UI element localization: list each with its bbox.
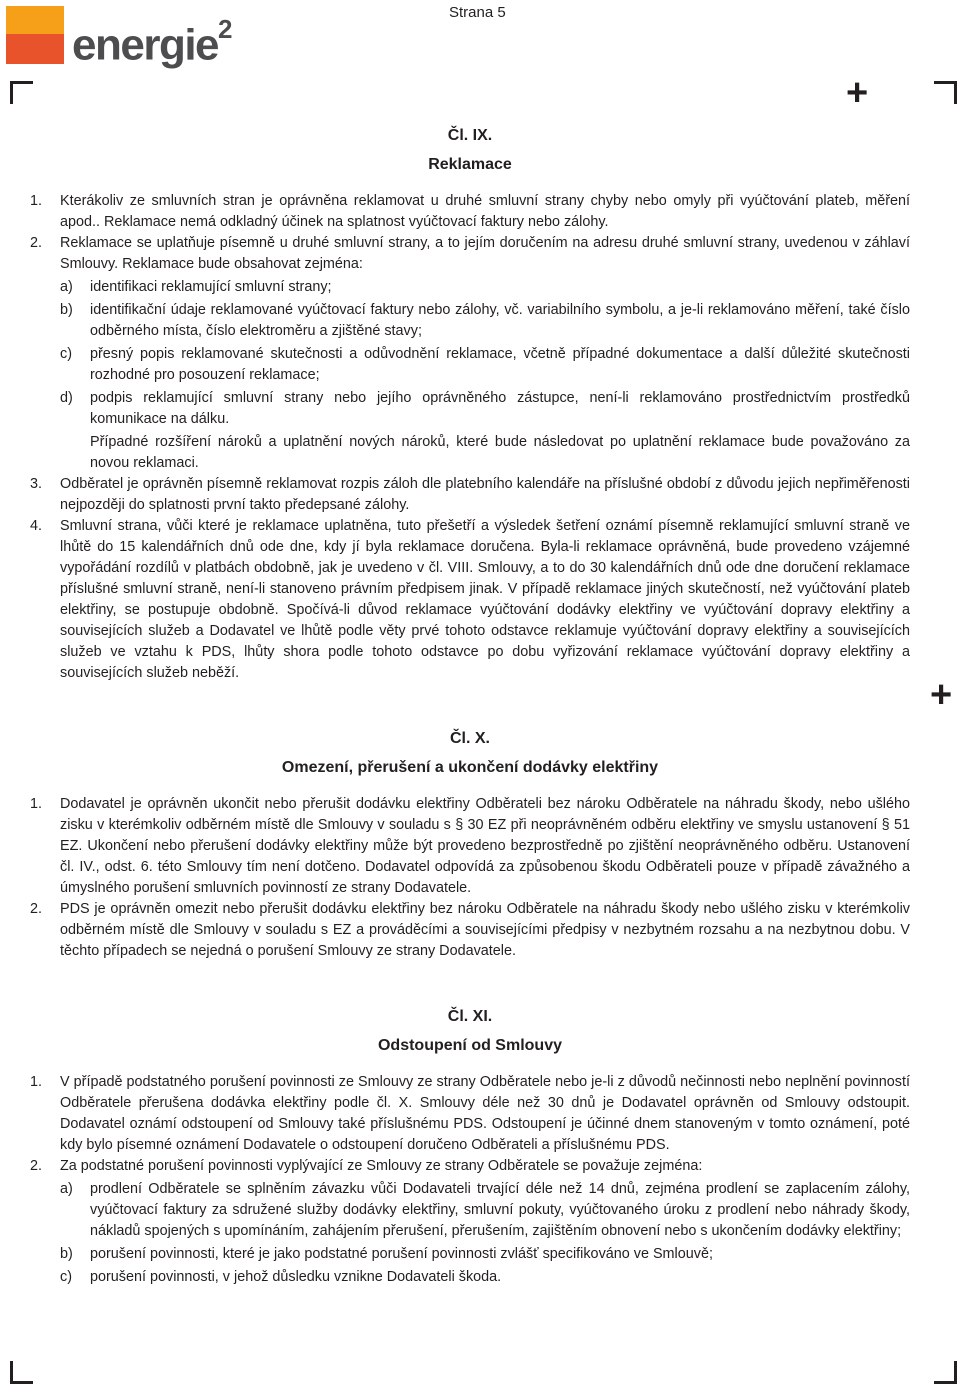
list-item: 2. PDS je oprávněn omezit nebo přerušit dodávku elektřiny bez nároku Odběratele na náhradu škody nebo ušlého zisku v kterémkoliv odběrném místě dle Smlouvy v souladu s EZ a prováděcími a souvisejícími předpisy v nezbytném rozsahu a na nezbytnou dobu. V těchto případech se nejedná o porušení Smlouvy ze strany Dodavatele. bbox=[30, 901, 910, 959]
crop-mark-top-left-icon bbox=[10, 81, 33, 104]
sub-list-item: a) prodlení Odběratele se splněním závazku vůči Dodavateli trvající déle než 14 dnů, zejména prodlení se zaplacením zálohy, vyúčtovací faktury za sdružené služby dodávky elektřiny, smluvní pokuty, vyúčtovaného úroku z prodlení nebo náhrady škody, nákladů spojených s upomínáním, zahájením přerušení, přerušením, zajištěním obnovení nebo s ukončením dodávky elektřiny; bbox=[60, 1181, 910, 1239]
sub-list-item: b) identifikační údaje reklamované vyúčtovací faktury nebo zálohy, vč. variabilního symbolu, a je-li reklamováno měření, také číslo odběrného místa, číslo elektroměru a zjištěné stavy; bbox=[60, 302, 910, 339]
list-item: 1. Dodavatel je oprávněn ukončit nebo přerušit dodávku elektřiny Odběrateli bez nároku Odběratele na náhradu škody, nebo ušlého zisku v kterémkoliv odběrném místě dle Smlouvy v souladu s § 30 EZ při neoprávněném odběru elektřiny ve smyslu ustanovení § 51 EZ. Ukončení nebo přerušení dodávky elektřiny může být provedeno bezprostředně po zjištění neoprávněného odběru. Ustanovení čl. IV., odst. 6. této Smlouvy tím není dotčeno. Dodavatel odpovídá za způsobenou škodu Odběrateli pouze v případě závažného a úmyslného porušení smluvních povinností ze strany Dodavatele. bbox=[30, 796, 910, 896]
list-item: 2. Reklamace se uplatňuje písemně u druhé smluvní strany, a to jejím doručením na adresu druhé smluvní strany, uvedenou v záhlaví Smlouvy. Reklamace bude obsahovat zejména: bbox=[30, 235, 910, 272]
registration-plus-icon: + bbox=[930, 674, 953, 716]
list-item: 2. Za podstatné porušení povinnosti vyplývající ze Smlouvy ze strany Odběratele se považuje zejména: bbox=[30, 1158, 703, 1174]
note-paragraph: Případné rozšíření nároků a uplatnění nových nároků, které bude následovat po uplatnění reklamace bude považováno za novou reklamaci. bbox=[90, 434, 910, 471]
document-body bbox=[30, 115, 910, 1288]
sub-list-item: a) identifikaci reklamující smluvní strany; bbox=[60, 279, 332, 295]
sub-list-item: d) podpis reklamující smluvní strany nebo jejího oprávněného zástupce, není-li reklamováno prostřednictvím prostředků komunikace na dálku. bbox=[60, 390, 910, 427]
article-number: Čl. IX. bbox=[447, 127, 493, 144]
article-number: Čl. XI. bbox=[447, 1008, 493, 1025]
list-item: 1. Kterákoliv ze smluvních stran je oprávněna reklamovat u druhé smluvní strany chyby nebo omyly při vyúčtování plateb, měření apod.. Reklamace nemá odkladný účinek na splatnost vyúčtovací faktury nebo zálohy. bbox=[30, 193, 910, 230]
article-title: Reklamace bbox=[428, 156, 512, 173]
list-item: 1. V případě podstatného porušení povinnosti ze Smlouvy ze strany Odběratele nebo je-li z důvodů nečinnosti nebo neplnění povinností Odběratele přerušena dodávka elektřiny podle čl. X. Smlouvy déle než 30 dnů je Dodavatel oprávněn od Smlouvy odstoupit. Dodavatel oznámí odstoupení od Smlouvy také příslušnému PDS. Odstoupení je účinné dnem stanoveným v tomto oznámení, poté kdy bylo písemné oznámení Dodavatele o odstoupení doručeno Odběrateli a příslušnému PDS. bbox=[30, 1074, 910, 1153]
page-number: Strana 5 bbox=[449, 4, 506, 21]
article-title: Odstoupení od Smlouvy bbox=[377, 1037, 562, 1054]
sub-list-item: c) přesný popis reklamované skutečnosti a odůvodnění reklamace, včetně případné dokumentace a další důležité skutečnosti rozhodné pro posouzení reklamace; bbox=[60, 346, 910, 383]
sub-list-item: b) porušení povinnosti, které je jako podstatné porušení povinnosti zvlášť specifikováno ve Smlouvě; bbox=[60, 1246, 713, 1262]
logo-wordmark: energie$^2$ bbox=[72, 14, 231, 70]
company-logo bbox=[6, 6, 266, 70]
sub-list-item: c) porušení povinnosti, v jehož důsledku vznikne Dodavateli škoda. bbox=[60, 1269, 502, 1285]
registration-plus-icon: + bbox=[846, 72, 869, 114]
list-item: 4. Smluvní strana, vůči které je reklamace uplatněna, tuto přešetří a výsledek šetření oznámí písemně reklamující smluvní straně ve lhůtě do 15 kalendářních dnů ode dne, kdy jí byla reklamace doručena. Byla-li reklamace oprávněná, bude provedeno vzájemné vypořádání rozdílů v platbách obdobně, jak je uvedeno v čl. VIII. Smlouvy, a to do 30 kalendářních dnů ode dne doručení reklamace příslušné smluvní straně, není-li stanoveno právním předpisem jinak. V případě reklamace jiných skutečností, než vyúčtování plateb elektřiny, se postupuje obdobně. Spočívá-li důvod reklamace vyúčtování dodávky elektřiny ve vyúčtování dopravy elektřiny a souvisejících služeb a Dodavatel ve lhůtě podle věty prvé tohoto odstavce reklamuje vyúčtování dopravy elektřiny a souvisejících služeb ve vztahu k PDS, lhůty shora podle tohoto odstavce po dobu vyřizování reklamace vyúčtování dopravy elektřiny a souvisejících služeb neběží. bbox=[30, 518, 910, 681]
list-item: 3. Odběratel je oprávněn písemně reklamovat rozpis záloh dle platebního kalendáře na příslušné období z důvodu jejich nepřiměřenosti nejpozději do splatnosti první takto předepsané zálohy. bbox=[30, 476, 910, 513]
article-title: Omezení, přerušení a ukončení dodávky elektřiny bbox=[281, 759, 659, 776]
crop-mark-bottom-right-icon bbox=[934, 1361, 957, 1384]
logo-mark-icon bbox=[6, 6, 64, 64]
article-number: Čl. X. bbox=[449, 730, 490, 747]
crop-mark-bottom-left-icon bbox=[10, 1361, 33, 1384]
crop-mark-top-right-icon bbox=[934, 81, 957, 104]
